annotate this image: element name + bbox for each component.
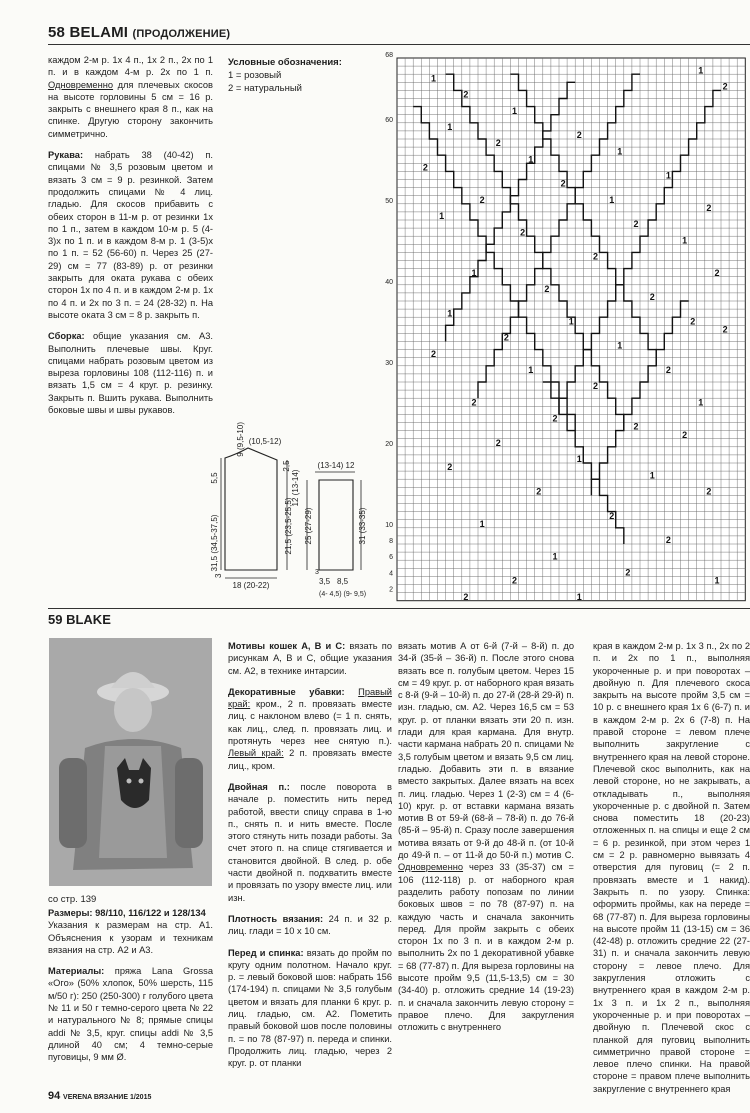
body-width-label: 18 (20-22) xyxy=(232,581,270,590)
chart-symbol: 2 xyxy=(447,462,453,473)
simultaneously-word: Одновременно xyxy=(48,79,114,90)
sizes-label: Размеры: xyxy=(48,908,93,918)
chart-symbol: 1 xyxy=(528,365,534,375)
col3-text: вязать мотив А от 6-й (7-й – 8-й) п. до 34-й (35-й – 36-й) п. После этого снова вязать все п. голубым цветом. Через 15 см = 49 круг. р. от наборного края вязать с 8-й (9-й – 10-й) п. до 27-й (28-й 29-й) п. изн. гладью, см. А2. Через 16,5 см = 53 круг. р. от планки вязать эти 20 п. изн. глади для края кармана. Для внутр. части кармана набрать 20 п. спицами № 3,5 голубым цветом и вязать 9,5 см лиц. гладью. Добавить эти п. в вязание вместо закрытых. Далее вязать на всех п. лиц. гладью. Через 1 (2-3) см = 4 (6-10) круг. р. от вставки кармана вязать мотив В от 59-й (68-й – 78-й) п. до 76-й (85-й – 95-й) п. Сразу после завершения мотива вязать от 9-й до 48-й п. (от 10-й до 49-й п. – от 11-й до 50-й п.) мотив С. xyxy=(398,641,574,861)
chart-symbol: 2 xyxy=(471,397,477,408)
chart-symbol: 2 xyxy=(463,591,469,602)
chart-symbol: 2 xyxy=(714,267,720,278)
density-paragraph xyxy=(228,913,392,938)
chart-symbol: 2 xyxy=(722,81,728,92)
sleeve-outline xyxy=(319,480,353,570)
chart-symbol: 2 xyxy=(479,194,485,205)
front-finish-text: каждом 2-м р. 1х 4 п., 1х 2 п., 2х по 1 п. и в каждом 4-м р. 2х по 1 п. xyxy=(48,55,213,78)
left-edge-label: Левый край: xyxy=(228,748,284,759)
chart-symbol: 2 xyxy=(649,292,655,303)
photo-ref: со стр. 139 xyxy=(48,894,97,905)
hem-label: 3 xyxy=(214,573,223,578)
front-finish-tail: для плечевых скосов на высоте горловины 5 см = 16 р. закрыть с внешнего края 8 п., как на спинке. Другую сторону закончить симметрично. xyxy=(48,79,213,139)
col3-tail: через 33 (35-37) см = 106 (112-118) р. от наборного края разделить работу попозам по линии боковых швов = по 78 (87-97) п. на каждую часть и сначала закончить перед. Для пройм закрыть с обеих сторон 1х по 3 п. и в каждом 2-м р. выполнить 2х по 1 декоративной убавке = 68 (77-87) п. Для выреза горловины на высоте пройм 9,5 (11,5-13,5) см = 30 (34-40) р. отложить средние 14 (19-23) п. и сначала закончить левую сторону = правое плечо. Для закругления отложить с внутреннего xyxy=(398,862,574,1033)
chart-symbol: 2 xyxy=(536,486,542,497)
armhole-label: 21,5 (23,5-25,5) xyxy=(284,497,293,555)
chart-symbol: 1 xyxy=(698,397,704,408)
chart-row-tick: 30 xyxy=(385,359,393,367)
chart-symbol: 2 xyxy=(560,178,566,189)
belami-text-column xyxy=(48,54,213,425)
sizes-text: 98/110, 116/122 и 128/134 xyxy=(95,908,206,918)
front-finish-paragraph xyxy=(48,54,213,140)
chart-symbol: 1 xyxy=(528,154,534,165)
pattern-number: 58 xyxy=(48,24,66,41)
col4-text: края в каждом 2-м р. 1х 3 п., 2х по 2 п. и 2х по 1 п., выполняя укороченные р. и при поворотах – двойную п. Для плечевого скоса закрыть на высоте пройм 3,5 см = 10 р. с внешнего края 1х 6 (6-7) п. и в каждом 2-м р. 2х 6 (7-8) п. На правой стороне = левом плече выполнить закругление с внутреннего края на левой стороне. Плечевой скос выполнить, как на левой стороне, но не закрывать, а откладывать п., выполняя укороченные р. с двойной п. Затем снова поместить 18 (20-23) отложенных п. на спицы и еще 2 см = 6 р. резинкой, при этом через 1 см = 2 р. равномерно вывязать 4 отверстия для пуговиц (= 2 п. провязать вместе и 1 накид). Закрыть п. по узору. Спинка: оформить проймы, как на переде = 68 (77-87) п. Для выреза горловины на высоте пройм 11 (13-15) см = 36 (42-48) р. отложить средние 22 (27-31) п. и сначала закончить левую сторону = левое плечо. Для закругления отложить с внутреннего края в каждом 2-м р. 1х 3 п. и 1х 2 п., выполняя укороченные р. и при поворотах – двойную п. Плечевой скос с планкой для пуговиц выполнить симметрично правой стороне = левое плечо спинки. На правой стороне = правом плече выполнить закругление с внутреннего края xyxy=(593,641,750,1094)
decreases-paragraph xyxy=(228,686,392,772)
legend-item-pink: 1 = розовый xyxy=(228,70,282,81)
top-small-label: 2,5 xyxy=(282,460,291,472)
right-edge-label: Правый край: xyxy=(228,686,392,710)
chart-row-tick: 6 xyxy=(389,554,393,562)
chart-symbol: 1 xyxy=(512,105,518,116)
front-back-paragraph xyxy=(228,947,392,1070)
model-photo xyxy=(49,638,212,886)
chart-symbol: 1 xyxy=(649,470,655,481)
page-header xyxy=(48,24,230,41)
garment-schematic xyxy=(203,408,378,608)
chart-symbol: 2 xyxy=(503,332,509,343)
col4-paragraph xyxy=(593,640,750,1095)
double-stitch-paragraph xyxy=(228,781,392,904)
chart-symbol: 2 xyxy=(722,324,728,335)
left-edge-text: 2 п. провязать вместе лиц., кром. xyxy=(228,748,392,771)
materials-label: Материалы: xyxy=(48,966,105,977)
chart-row-tick: 2 xyxy=(389,586,393,594)
double-stitch-label: Двойная п.: xyxy=(228,781,290,792)
blake-col2 xyxy=(228,640,392,1079)
section-rule xyxy=(48,608,750,609)
chart-symbol: 2 xyxy=(665,365,671,375)
chart-symbol: 2 xyxy=(544,284,550,294)
chart-symbol: 1 xyxy=(698,65,704,76)
chart-row-tick: 40 xyxy=(385,278,393,286)
chart-symbol: 2 xyxy=(609,510,615,521)
chart-symbol: 1 xyxy=(617,146,623,157)
chart-symbol: 2 xyxy=(593,251,599,262)
sleeves-text: набрать 38 (40-42) п. спицами № 3,5 розовым цветом и вязать 3 см = 9 р. резинкой. Затем продолжить спицами № 4 лиц. гладью. Для скосов прибавить с обеих сторон в 11-м р. от резинки 1х по 1 п., затем в каждом 10-м р. 5 (4-3)х по 1 п. и в каждом 8-м р. 1 (3-5)х по 1 п. = 52 (56-60) п. Через 25 (27-29) см = 77 (83-89) р. от резинки закрыть для оката рукава с обеих сторон 1х по 4 п. и в каждом 2-м р. 1х по 4 п. и 2х по 3 п. = 24 (28-32) п. На высоте оката 3 см = 8 р. закрыть п. xyxy=(48,150,214,320)
sleeves-label: Рукава: xyxy=(48,150,84,161)
sizes-paragraph xyxy=(48,907,213,956)
sleeve-top-label: (13-14) 12 xyxy=(317,461,355,470)
pattern-continued: (ПРОДОЛЖЕНИЕ) xyxy=(132,28,231,40)
chart-symbol: 1 xyxy=(665,170,671,181)
chart-symbol: 1 xyxy=(447,308,453,319)
blake-col3 xyxy=(398,640,574,1043)
pattern-name: BELAMI xyxy=(69,24,129,41)
materials-text: пряжа Lana Grossa «Ого» (50% хлопок, 50% шерсть, 115 м/50 г): 250 (250-300) г голубого цвета № 11 и 50 г темно-серого цвета № 22 и натурального № 8; прямые спицы addi № 3,5, круг. спицы addi № 3,5 длиной 40 см; 4 темно-серые пуговицы, 9 мм Ø. xyxy=(48,966,213,1063)
blake-header xyxy=(48,612,111,627)
motifs-paragraph xyxy=(228,640,392,677)
neck-depth-label: 9 (9,5-10) xyxy=(236,422,245,457)
chart-symbol: 1 xyxy=(552,551,558,562)
chart-row-tick: 68 xyxy=(385,51,393,59)
chart-symbol: 1 xyxy=(576,591,582,602)
chart-symbol: 2 xyxy=(576,130,582,141)
chart-symbol: 2 xyxy=(682,429,688,440)
chart-symbol: 2 xyxy=(633,421,639,432)
chart-symbol: 1 xyxy=(568,316,574,327)
chart-symbol: 1 xyxy=(439,211,445,222)
body-length-label: 31,5 (34,5-37,5) xyxy=(210,514,219,572)
assembly-paragraph xyxy=(48,330,213,416)
density-text: 24 п. и 32 р. лиц. глади = 10 х 10 см. xyxy=(228,913,392,937)
chart-symbol: 1 xyxy=(714,575,720,586)
sleeves-paragraph xyxy=(48,149,213,321)
chart-symbol: 2 xyxy=(625,567,631,578)
right-edge-text: кром., 2 п. провязать вместе лиц. с наклоном влево (= 1 п. снять, как лиц., след. п. провязать лиц. и протянуть через нее снятую п.). xyxy=(228,699,392,747)
blake-col4 xyxy=(593,640,750,1100)
chart-symbol: 1 xyxy=(576,454,582,465)
chart-symbol: 2 xyxy=(431,348,437,359)
chart-symbol: 2 xyxy=(463,89,469,100)
chart-legend xyxy=(228,56,342,95)
magazine-name: VERENA ВЯЗАНИЕ 1/2015 xyxy=(63,1094,152,1101)
chart-symbol: 2 xyxy=(520,227,526,238)
chart-symbol: 2 xyxy=(552,413,558,424)
decreases-label: Декоративные убавки: xyxy=(228,686,345,697)
page-footer xyxy=(48,1090,151,1102)
chart-row-tick: 60 xyxy=(385,116,393,124)
chart-symbol: 1 xyxy=(609,194,615,205)
cuff-sub-label: (4- 4,5) (9- 9,5) xyxy=(319,591,367,598)
chart-row-tick: 10 xyxy=(385,521,393,529)
chart-symbol: 1 xyxy=(471,267,477,278)
chart-symbol: 1 xyxy=(431,73,437,84)
legend-title: Условные обозначения: xyxy=(228,57,342,68)
chart-row-tick: 8 xyxy=(389,537,393,545)
chart-symbol: 2 xyxy=(665,535,671,546)
chart-symbol: 1 xyxy=(682,235,688,246)
chart-symbol: 2 xyxy=(495,437,501,448)
sleeve-cap-label: 3 xyxy=(315,569,319,576)
chart-symbol: 2 xyxy=(422,162,428,173)
front-back-label: Перед и спинка: xyxy=(228,947,304,958)
cuff-right-label: 8,5 xyxy=(337,577,349,586)
body-outline xyxy=(225,448,277,570)
cuff-left-label: 3,5 xyxy=(319,577,331,586)
chart-row-tick: 20 xyxy=(385,440,393,448)
chart-symbol: 2 xyxy=(593,381,599,392)
col3-paragraph xyxy=(398,640,574,1034)
header-rule xyxy=(48,44,750,45)
chart-symbol: 2 xyxy=(706,203,712,213)
motifs-label: Мотивы кошек A, B и C: xyxy=(228,641,346,651)
assembly-text: общие указания см. А3. Выполнить плечевые швы. Круг. спицами набрать розовым цветом из выреза горловины 108 (112-116) п. и вязать 1,5 см = 4 круг. р. резинку. Закрыть п. Вшить рукава. Выполнить боковые швы и швы рукавов. xyxy=(48,331,213,416)
armhole-small-label: 12 (13-14) xyxy=(291,469,300,507)
chart-symbol: 1 xyxy=(617,340,623,351)
chart-symbol: 2 xyxy=(706,486,712,497)
double-stitch-text: после поворота в начале р. поместить нить перед работой, ввести спицу справа в 1-ю п., снять п. и нить вместе. После этого стянуть нить позади работы. За счет этого п. на спице стягивается и становится двойной. В след. р. обе части двойной п. подхватить вместе и провязать по узору вместе лиц. или изн. xyxy=(228,781,392,903)
chart-row-tick: 50 xyxy=(385,197,393,205)
shoulder-label: 5,5 xyxy=(210,472,219,484)
chart-symbol: 2 xyxy=(633,219,639,230)
blake-col1 xyxy=(48,907,213,1073)
legend-item-natural: 2 = натуральный xyxy=(228,83,302,94)
chart-row-tick: 4 xyxy=(389,570,393,578)
density-label: Плотность вязания: xyxy=(228,913,324,924)
neck-width-label: (10,5-12) xyxy=(248,437,282,446)
motifs-text: вязать по рисункам A, B и C, общие указания см. А2, в технике интарсии. xyxy=(228,641,392,676)
chart-symbol: 2 xyxy=(690,316,696,327)
blake-number: 59 xyxy=(48,612,63,627)
chart-symbol: 1 xyxy=(447,122,453,132)
blake-name: BLAKE xyxy=(66,612,111,627)
chart-symbol: 2 xyxy=(495,138,501,149)
sizes-note: Указания к размерам на стр. А1. Объяснения к узорам и техникам вязания на стр. А2 и А3. xyxy=(48,920,213,955)
knitting-chart xyxy=(365,50,750,605)
sleeve-length-label: 25 (27-29) xyxy=(304,507,313,545)
sleeve-total-label: 31 (33-35) xyxy=(358,507,367,545)
page-number: 94 xyxy=(48,1090,61,1102)
col3-simultaneously: Одновременно xyxy=(398,862,464,873)
assembly-label: Сборка: xyxy=(48,331,85,342)
materials-paragraph xyxy=(48,965,213,1063)
front-back-text: вязать до пройм по кругу одним полотном. Начало круг. р. = левый боковой шов: набрать 156 (174-194) п. спицами № 3,5 голубым цветом и вязать для планки 6 круг. р. лиц. гладью, см. А2. Пометить правый боковой шов после половины п. = по 78 (87-97) п. переда и спинки. Продолжить лиц. гладью, через 2 круг. р. от планки xyxy=(228,947,392,1069)
chart-symbol: 2 xyxy=(512,575,518,586)
chart-symbol: 1 xyxy=(479,518,485,529)
